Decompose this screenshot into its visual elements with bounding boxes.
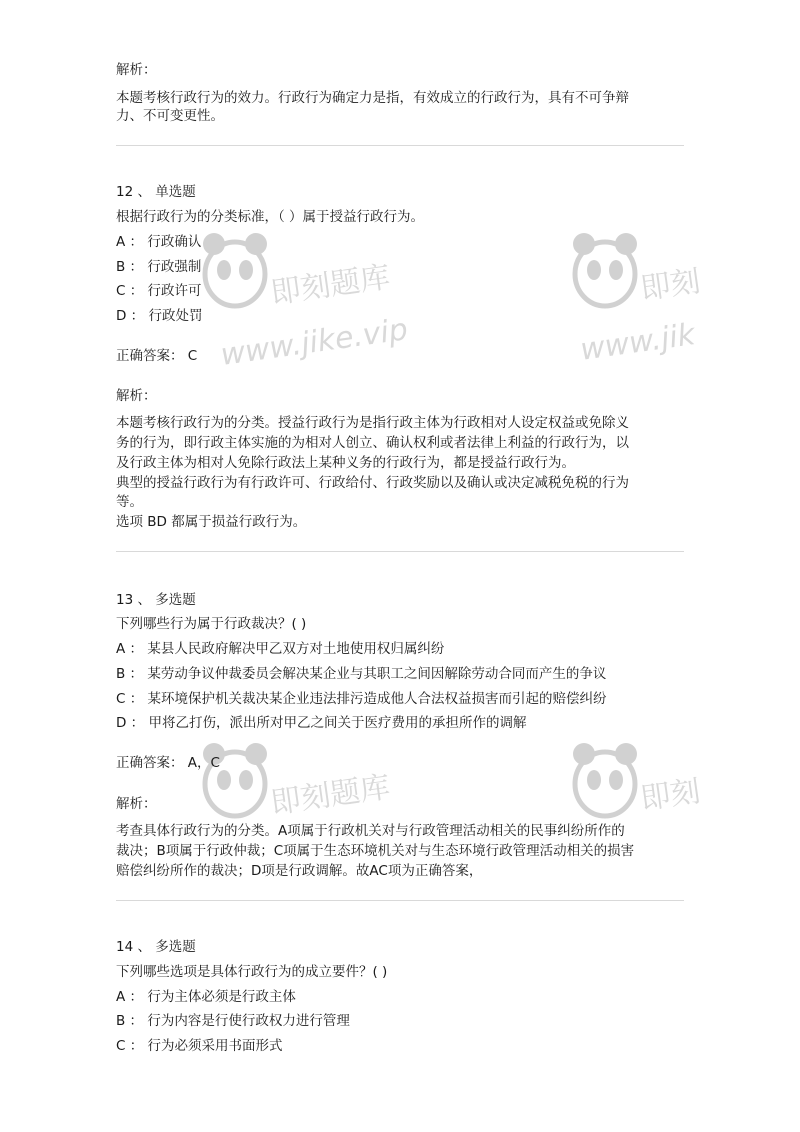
panda-logo-icon bbox=[200, 230, 270, 310]
q14-header: 14 、 多选题 bbox=[116, 939, 196, 955]
q13-option-d: D ： 甲将乙打伤，派出所对甲乙之间关于医疗费用的承担所作的调解 bbox=[116, 715, 527, 731]
q14-stem: 下列哪些选项是具体行政行为的成立要件？( ) bbox=[116, 964, 388, 980]
watermark-url-text: www.jike.vip bbox=[218, 312, 410, 373]
q13-analysis-label: 解析： bbox=[116, 796, 157, 812]
q12-analysis-label: 解析： bbox=[116, 388, 157, 404]
panda-logo-icon bbox=[570, 740, 640, 820]
q12-analysis-line: 本题考核行政行为的分类。授益行政行为是指行政主体为行政相对人设定权益或免除义 bbox=[116, 415, 629, 431]
q12-analysis-line: 选项 BD 都属于损益行政行为。 bbox=[116, 514, 307, 530]
q11-analysis-line: 力、不可变更性。 bbox=[116, 108, 224, 124]
panda-logo-icon bbox=[570, 230, 640, 310]
q13-analysis-line: 裁决；B项属于行政仲裁；C项属于生态环境机关对与生态环境行政管理活动相关的损害 bbox=[116, 843, 635, 859]
q12-analysis-line: 及行政主体为相对人免除行政法上某种义务的行政行为，都是授益行政行为。 bbox=[116, 455, 575, 471]
q11-analysis-line: 本题考核行政行为的效力。行政行为确定力是指，有效成立的行政行为，具有不可争辩 bbox=[116, 90, 629, 106]
q12-option-c: C ： 行政许可 bbox=[116, 283, 202, 299]
q13-stem: 下列哪些行为属于行政裁决？( ) bbox=[116, 616, 307, 632]
q13-answer: 正确答案： A，C bbox=[116, 755, 220, 771]
q12-answer: 正确答案： C bbox=[116, 348, 198, 364]
q12-analysis-line: 典型的授益行政行为有行政许可、行政给付、行政奖励以及确认或决定减税免税的行为 bbox=[116, 475, 629, 491]
watermark-cn-text: 即刻 bbox=[638, 263, 703, 307]
watermark-2 bbox=[570, 230, 703, 390]
question-divider bbox=[116, 145, 684, 146]
watermark-1 bbox=[200, 230, 430, 390]
watermark-cn-text: 即刻 bbox=[638, 773, 703, 817]
q11-analysis-label: 解析： bbox=[116, 62, 157, 78]
q12-analysis-line: 务的行为，即行政主体实施的为相对人创立、确认权利或者法律上利益的行政行为，以 bbox=[116, 435, 629, 451]
watermark-cn-text: 即刻题库 bbox=[268, 259, 393, 312]
q13-analysis-line: 考查具体行政行为的分类。A项属于行政机关对与行政管理活动相关的民事纠纷所作的 bbox=[116, 823, 625, 839]
q12-analysis-line: 等。 bbox=[116, 494, 143, 510]
watermark-cn-text: 即刻题库 bbox=[268, 769, 393, 822]
q12-option-a: A ： 行政确认 bbox=[116, 234, 202, 250]
watermark-url-text: www.jik bbox=[578, 317, 698, 368]
panda-logo-icon bbox=[200, 740, 270, 820]
q13-analysis-line: 赔偿纠纷所作的裁决；D项是行政调解。故AC项为正确答案， bbox=[116, 863, 483, 879]
q13-option-b: B ： 某劳动争议仲裁委员会解决某企业与其职工之间因解除劳动合同而产生的争议 bbox=[116, 666, 607, 682]
q13-header: 13 、 多选题 bbox=[116, 592, 196, 608]
question-divider bbox=[116, 551, 684, 552]
q12-header: 12 、 单选题 bbox=[116, 184, 196, 200]
q13-option-c: C ： 某环境保护机关裁决某企业违法排污造成他人合法权益损害而引起的赔偿纠纷 bbox=[116, 691, 607, 707]
q14-option-b: B ： 行为内容是行使行政权力进行管理 bbox=[116, 1013, 350, 1029]
q12-option-d: D ： 行政处罚 bbox=[116, 308, 203, 324]
q12-option-b: B ： 行政强制 bbox=[116, 259, 202, 275]
question-divider bbox=[116, 900, 684, 901]
q13-option-a: A ： 某县人民政府解决甲乙双方对土地使用权归属纠纷 bbox=[116, 641, 445, 657]
q14-option-c: C ： 行为必须采用书面形式 bbox=[116, 1038, 283, 1054]
q14-option-a: A ： 行为主体必须是行政主体 bbox=[116, 989, 296, 1005]
q12-stem: 根据行政行为的分类标准，（ ）属于授益行政行为。 bbox=[116, 209, 425, 225]
